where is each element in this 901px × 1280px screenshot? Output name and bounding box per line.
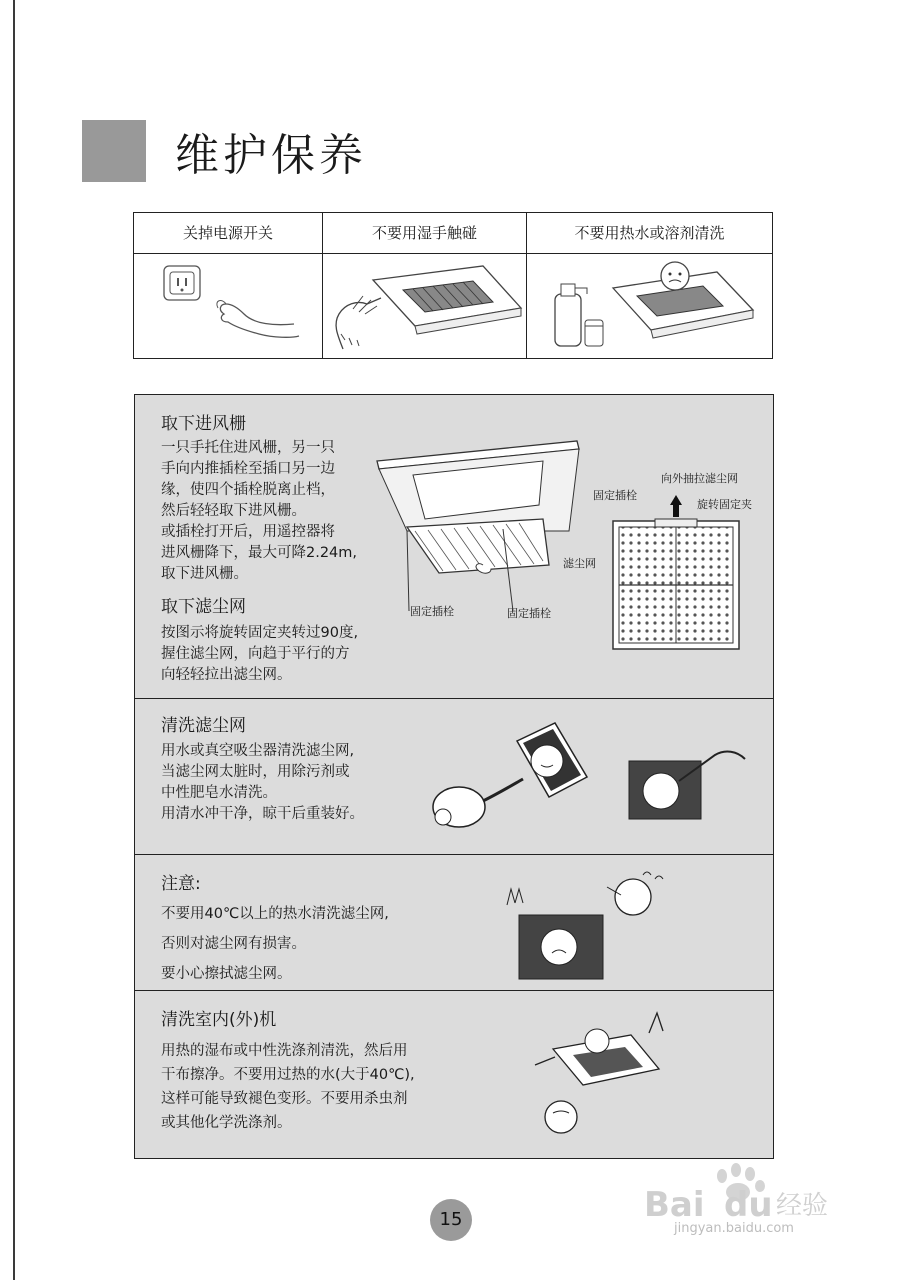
section-body: 不要用40℃以上的热水清洗滤尘网, 否则对滤尘网有损害。 要小心擦拭滤尘网。 <box>161 906 389 982</box>
filter-label: 滤尘网 <box>563 557 596 570</box>
section-title: 注意: <box>161 874 201 894</box>
hot-water-solvent-icon <box>527 254 770 358</box>
baidu-watermark-logo <box>640 1160 860 1250</box>
filter-cleaning-illustration <box>429 721 759 833</box>
page-number: 15 <box>430 1199 472 1241</box>
svg-text:du: du <box>724 1185 773 1225</box>
svg-text:经验: 经验 <box>776 1191 829 1221</box>
grille-lowering-diagram <box>373 435 583 625</box>
svg-text:Bai: Bai <box>644 1185 705 1225</box>
title-marker-block <box>82 120 146 182</box>
page-left-rule <box>13 0 15 1280</box>
precaution-wet-hand <box>323 213 527 358</box>
section-title: 清洗室内(外)机 <box>161 1010 277 1030</box>
section-title: 取下进风栅 <box>161 414 246 434</box>
precaution-label: 关掉电源开关 <box>134 213 322 254</box>
wet-hand-illustration <box>323 254 526 358</box>
section-body: 一只手托住进风栅，另一只 手向内推插栓至插口另一边 缘，使四个插栓脱离止档， 然后轻轻取下进风栅。 或插栓打开后，用遥控器将 进风栅降下，最大可降2.24m, 取下进风栅。 <box>161 440 358 582</box>
section-notice <box>135 855 773 991</box>
wet-hand-icon <box>323 254 525 358</box>
precaution-power <box>134 213 323 358</box>
pull-out-label: 向外抽拉滤尘网 <box>661 472 738 485</box>
page-title: 维护保养 <box>175 130 367 181</box>
pin-label-right: 固定插栓 <box>507 607 551 620</box>
section-clean-unit <box>135 991 773 1158</box>
section-clean-filter <box>135 699 773 855</box>
precaution-label: 不要用湿手触碰 <box>323 213 526 254</box>
watermark-url: jingyan.baidu.com <box>674 1221 794 1236</box>
power-switch-illustration <box>134 254 322 358</box>
section-body: 按图示将旋转固定夹转过90度, 握住滤尘网，向趋于平行的方 向轻轻拉出滤尘网。 <box>161 625 359 683</box>
section-body: 用水或真空吸尘器清洗滤尘网, 当滤尘网太脏时，用除污剂或 中性肥皂水清洗。 用清水冲干净，晾干后重装好。 <box>161 743 364 822</box>
power-switch-icon <box>134 254 321 358</box>
pin-label-top: 固定插栓 <box>593 489 637 502</box>
clip-label: 旋转固定夹 <box>697 498 752 511</box>
section-remove-grille <box>135 395 773 699</box>
precaution-label: 不要用热水或溶剂清洗 <box>527 213 772 254</box>
section-title: 清洗滤尘网 <box>161 716 246 736</box>
precautions-table <box>133 212 773 359</box>
damaged-filter-illustration <box>497 865 667 985</box>
pin-label-left: 固定插栓 <box>410 605 454 618</box>
maintenance-instructions-box <box>134 394 774 1159</box>
unit-cleaning-illustration <box>531 1005 671 1141</box>
section-body: 用热的湿布或中性洗涤剂清洗，然后用 干布擦净。不要用过热的水(大于40℃), 这样可能导致褪色变形。不要用杀虫剂 或其他化学洗涤剂。 <box>161 1043 415 1131</box>
precaution-hot-water <box>527 213 772 358</box>
section-title: 取下滤尘网 <box>161 597 246 617</box>
hot-water-illustration <box>527 254 772 358</box>
